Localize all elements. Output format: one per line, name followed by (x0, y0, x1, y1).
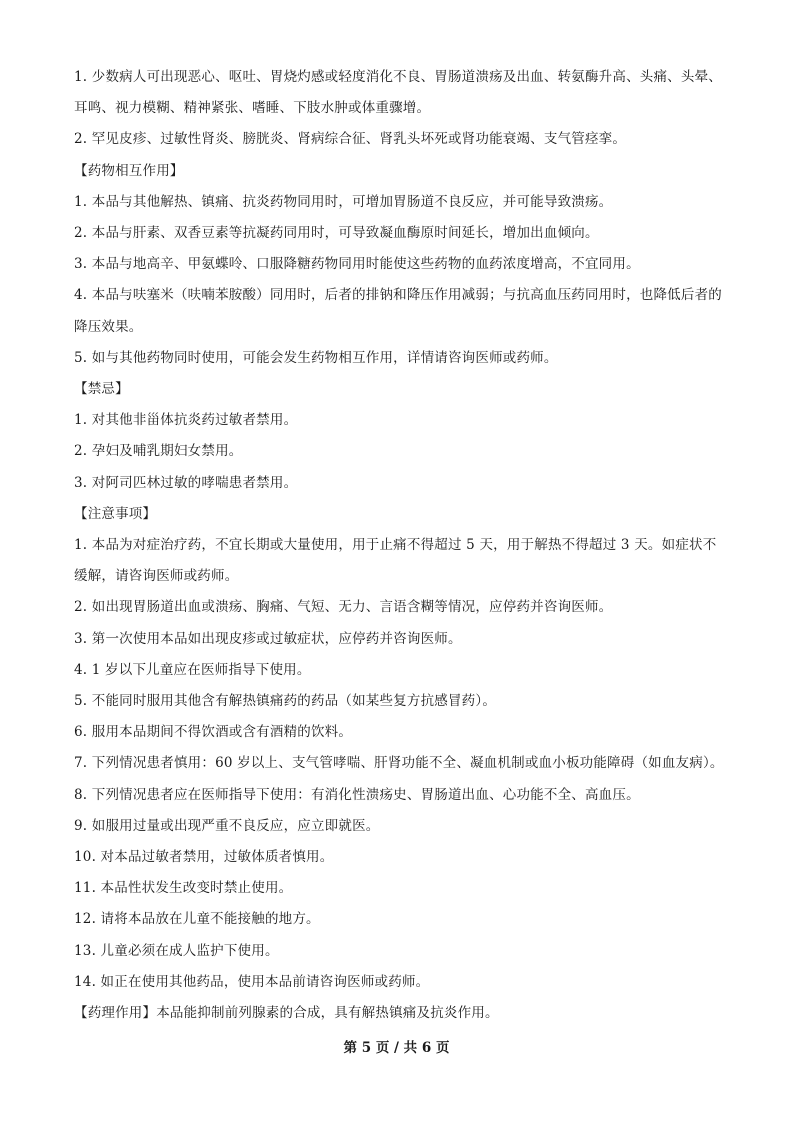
precaution-item-10: 10. 对本品过敏者禁用，过敏体质者慎用。 (74, 849, 334, 866)
adverse-reaction-2: 2. 罕见皮疹、过敏性肾炎、膀胱炎、肾病综合征、肾乳头坏死或肾功能衰竭、支气管痉挛。 (74, 131, 627, 148)
precaution-item-5: 5. 不能同时服用其他含有解热镇痛药的药品（如某些复方抗感冒药）。 (74, 693, 497, 710)
pharmacology-heading: 【药理作用】 (74, 1005, 157, 1022)
document-body (74, 62, 726, 1029)
adverse-reaction-1: 1. 少数病人可出现恶心、呕吐、胃烧灼感或轻度消化不良、胃肠道溃疡及出血、转氨酶升高、头痛、头晕、耳鸣、视力模糊、精神紧张、嗜睡、下肢水肿或体重骤增。 (74, 69, 722, 117)
precaution-item-11: 11. 本品性状发生改变时禁止使用。 (74, 880, 293, 897)
interaction-item-3: 3. 本品与地高辛、甲氨蝶呤、口服降糖药物同用时能使这些药物的血药浓度增高，不宜同用。 (74, 256, 640, 273)
interaction-item-2: 2. 本品与肝素、双香豆素等抗凝药同用时，可导致凝血酶原时间延长，增加出血倾向。 (74, 225, 599, 242)
contraindication-item-1: 1. 对其他非甾体抗炎药过敏者禁用。 (74, 412, 298, 429)
page-number: 第 5 页 / 共 6 页 (343, 1040, 450, 1056)
contraindication-item-3: 3. 对阿司匹林过敏的哮喘患者禁用。 (74, 474, 298, 491)
contraindication-item-2: 2. 孕妇及哺乳期妇女禁用。 (74, 443, 243, 460)
pharmacology-text: 本品能抑制前列腺素的合成，具有解热镇痛及抗炎作用。 (156, 1005, 499, 1022)
interaction-item-5: 5. 如与其他药物同时使用，可能会发生药物相互作用，详情请咨询医师或药师。 (74, 349, 558, 366)
page-footer (0, 1036, 793, 1056)
precaution-item-6: 6. 服用本品期间不得饮酒或含有酒精的饮料。 (74, 724, 353, 741)
interactions-heading: 【药物相互作用】 (74, 162, 184, 179)
precaution-item-4: 4. 1 岁以下儿童应在医师指导下使用。 (74, 661, 311, 678)
precaution-item-12: 12. 请将本品放在儿童不能接触的地方。 (74, 911, 320, 928)
precaution-item-9: 9. 如服用过量或出现严重不良反应，应立即就医。 (74, 817, 380, 834)
precaution-item-3: 3. 第一次使用本品如出现皮疹或过敏症状，应停药并咨询医师。 (74, 630, 462, 647)
interaction-item-1: 1. 本品与其他解热、镇痛、抗炎药物同用时，可增加胃肠道不良反应，并可能导致溃疡。 (74, 193, 613, 210)
contraindications-heading: 【禁忌】 (74, 381, 129, 398)
precaution-item-8: 8. 下列情况患者应在医师指导下使用：有消化性溃疡史、胃肠道出血、心功能不全、高血压。 (74, 786, 640, 803)
precautions-heading: 【注意事项】 (74, 505, 157, 522)
precaution-item-7: 7. 下列情况患者慎用：60 岁以上、支气管哮喘、肝肾功能不全、凝血机制或血小板功能障碍（如血友病）。 (74, 755, 724, 772)
precaution-item-14: 14. 如正在使用其他药品，使用本品前请咨询医师或药师。 (74, 973, 430, 990)
pharmacology-paragraph (74, 998, 726, 1029)
precaution-item-13: 13. 儿童必须在成人监护下使用。 (74, 942, 279, 959)
interaction-item-4: 4. 本品与呋塞米（呋喃苯胺酸）同用时，后者的排钠和降压作用减弱；与抗高血压药同用时，也降低后者的降压效果。 (74, 287, 722, 335)
precaution-item-2: 2. 如出现胃肠道出血或溃疡、胸痛、气短、无力、言语含糊等情况，应停药并咨询医师。 (74, 599, 613, 616)
precaution-item-1: 1. 本品为对症治疗药，不宜长期或大量使用，用于止痛不得超过 5 天，用于解热不得超过 3 天。如症状不缓解，请咨询医师或药师。 (74, 537, 717, 585)
